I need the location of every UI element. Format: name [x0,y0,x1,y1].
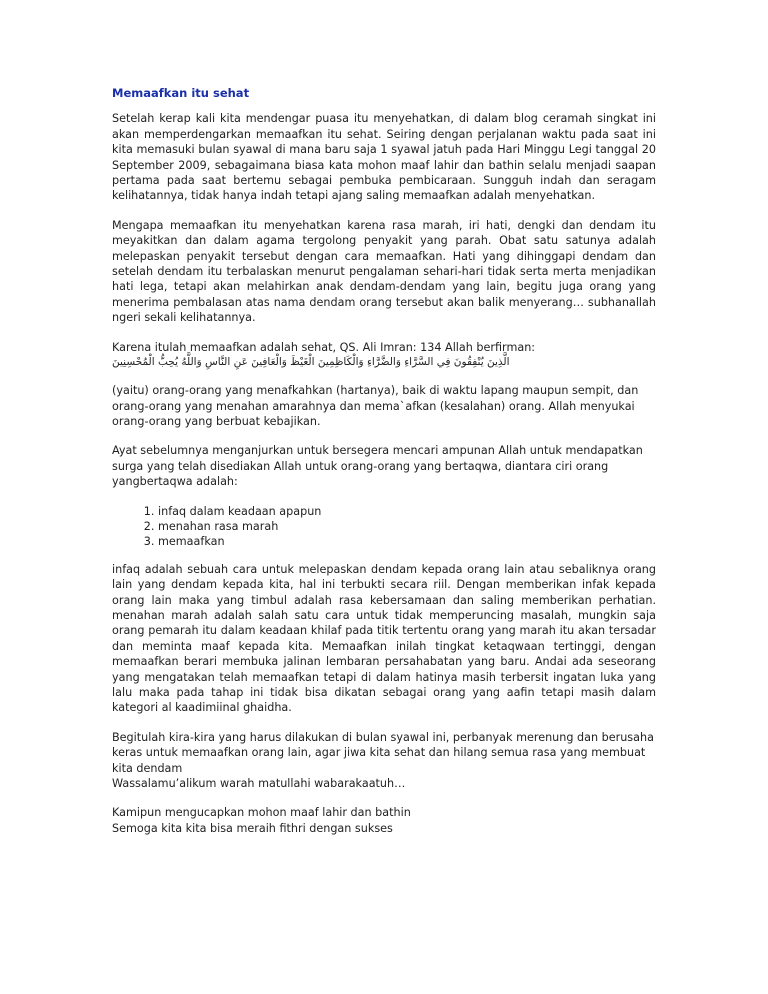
paragraph-intro: Setelah kerap kali kita mendengar puasa itu menyehatkan, di dalam blog ceramah singkat ini akan memperdengarkan memaafkan itu sehat. Seiring dengan perjalanan waktu pada saat ini kita memasuki bulan syawal di mana baru saja 1 syawal jatuh pada Hari Minggu Legi tanggal 20 September 2009, sebagaimana biasa kata mohon maaf lahir dan bathin selalu menjadi saapan pertama pada saat bertemu sebagai pembuka pembicaraan. Sungguh indah dan seragam kelihatannya, tidak hanya indah tetapi ajang saling memaafkan adalah menyehatkan. [112,112,656,203]
paragraph-explanation: infaq adalah sebuah cara untuk melepaskan dendam kepada orang lain atau sebaliknya orang lain yang dendam kepada kita, hal ini terbukti secara riil. Dengan memberikan infak kepada orang lain maka yang timbul adalah rasa kebersamaan dan saling memberikan perhatian. menahan marah adalah salah satu cara untuk tidak memperuncing masalah, mungkin saja orang pemarah itu dalam keadaan khilaf pada titik tertentu orang yang marah itu akan tersadar dan meminta maaf kepada kita. Memaafkan inilah tingkat ketaqwaan tertinggi, dengan memaafkan berari membuka jalinan lembaran persahabatan yang baru. Andai ada seseorang yang mengatakan telah memaafkan tetapi di dalam hatinya masih terbersit ingatan luka yang lalu maka pada tahap ini tidak bisa dikatan sebagai orang yang aafin tetapi masih dalam kategori al kaadimiinal ghaidha. [112,562,656,715]
closing-line-1: Kamipun mengucapkan mohon maaf lahir dan bathin [112,806,411,820]
document-body [112,86,656,850]
list-item: 2. menahan rasa marah [158,519,656,534]
list-item: 3. memaafkan [158,534,656,549]
paragraph-why-forgive: Mengapa memaafkan itu menyehatkan karena rasa marah, iri hati, dengki dan dendam itu meyakitkan dan dalam agama tergolong penyakit yang parah. Obat satu satunya adalah melepaskan penyakit tersebut dengan cara memaafkan. Hati yang dihinggapi dendam dan setelah dendam itu terbalaskan menurut pengalaman sehari-hari tidak serta merta menjadikan hati lega, tetapi akan melahirkan anak dendam-dendam yang lain, begitu juga orang yang menerima pembalasan atas nama dendam orang tersebut akan balik menyerang… subhanallah ngeri sekali kelihatannya. [112,218,656,325]
arabic-verse: الَّذِينَ يُنْفِقُونَ فِي السَّرَّاءِ وَالضَّرَّاءِ وَالْكَاظِمِينَ الْغَيْظَ وَالْعَافِينَ عَنِ النَّاسِ وَاللَّهُ يُحِبُّ الْمُحْسِنِينَ [112,356,510,369]
list-item: 1. infaq dalam keadaan apapun [158,504,656,519]
quote-intro: Karena itulah memaafkan adalah sehat, QS. Ali Imran: 134 Allah berfirman: [112,340,536,354]
verse-translation: (yaitu) orang-orang yang menafkahkan (hartanya), baik di waktu lapang maupun sempit, dan orang-orang yang menahan amarahnya dan mema`afkan (kesalahan) orang. Allah menyukai orang-orang yang berbuat kebajikan. [112,384,639,428]
salam-text: Wassalamu’alikum warah matullahi wabarakaatuh… [112,777,406,791]
closing-line-2: Semoga kita kita bisa meraih fithri dengan sukses [112,821,393,835]
closing-block [112,805,656,836]
article-title: Memaafkan itu sehat [112,86,250,100]
paragraph-conclusion [112,730,656,792]
paragraph-previous-verse: Ayat sebelumnya menganjurkan untuk bersegera mencari ampunan Allah untuk mendapatkan surga yang telah disediakan Allah untuk orang-orang yang bertaqwa, diantara ciri orang yangbertaqwa adalah: [112,444,643,489]
taqwa-traits-list [112,504,656,550]
conclusion-text: Begitulah kira-kira yang harus dilakukan di bulan syawal ini, perbanyak merenung dan berusaha keras untuk memaafkan orang lain, agar jiwa kita sehat dan hilang semua rasa yang membuat kita dendam [112,730,654,775]
